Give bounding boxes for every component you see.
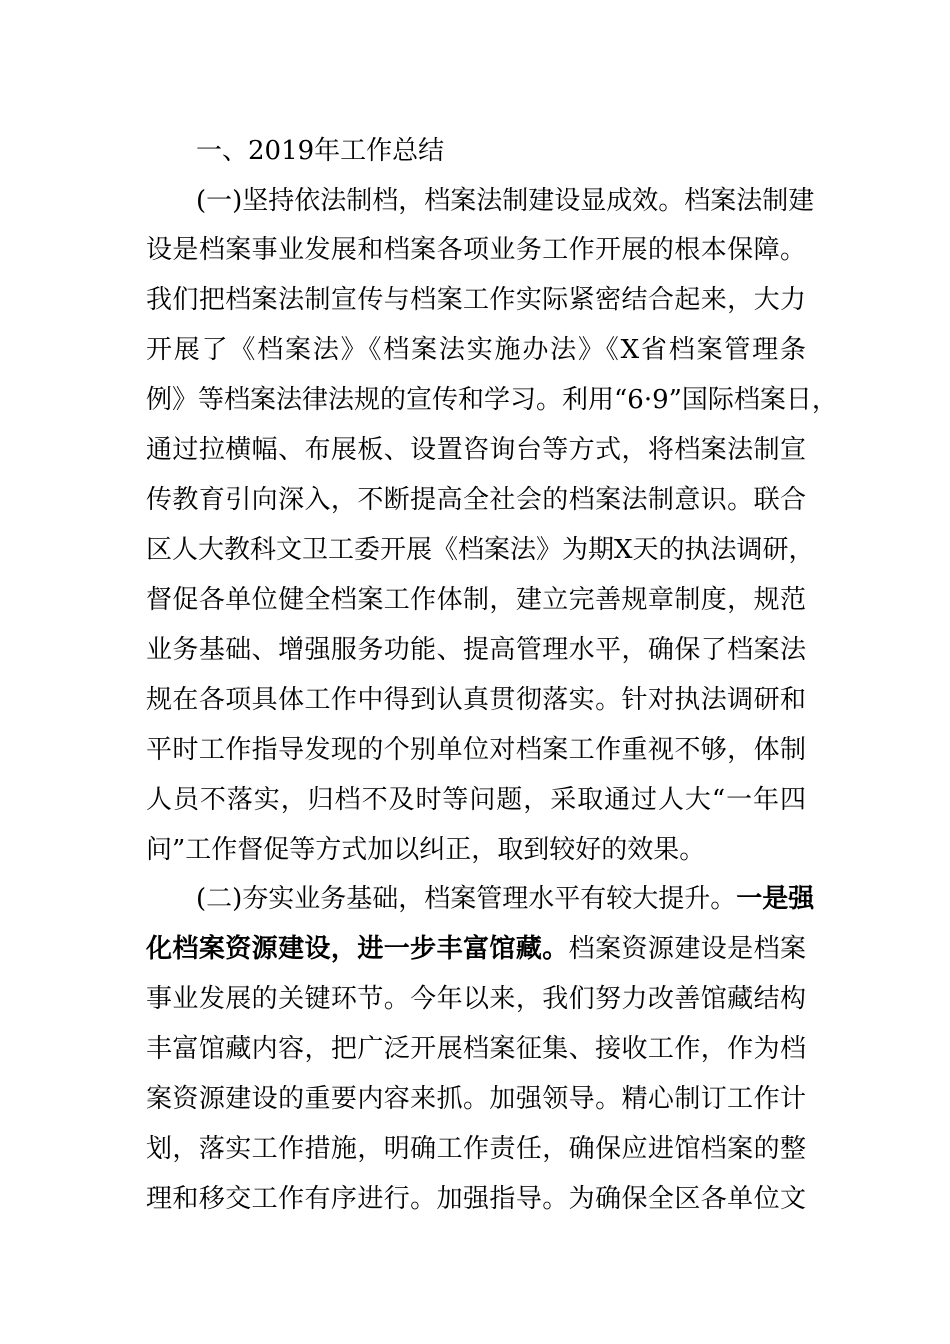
paragraph-1-line-7: 传教育引向深入，不断提高全社会的档案法制意识。联合 bbox=[146, 485, 806, 515]
paragraph-1-line-2: 设是档案事业发展和档案各项业务工作开展的根本保障。 bbox=[146, 235, 806, 265]
paragraph-1-line-6: 通过拉横幅、布展板、设置咨询台等方式，将档案法制宣 bbox=[146, 435, 806, 465]
paragraph-1-line-5: 例》等档案法律法规的宣传和学习。利用“6·9”国际档案日， bbox=[146, 385, 838, 415]
paragraph-1-line-1: (一)坚持依法制档，档案法制建设显成效。档案法制建 bbox=[196, 186, 815, 216]
paragraph-1-line-8: 区人大教科文卫工委开展《档案法》为期X天的执法调研， bbox=[146, 535, 815, 565]
paragraph-1-line-11: 规在各项具体工作中得到认真贯彻落实。针对执法调研和 bbox=[146, 685, 806, 715]
paragraph-1-line-10: 业务基础、增强服务功能、提高管理水平，确保了档案法 bbox=[146, 635, 806, 665]
paragraph-2-line-6: 划，落实工作措施，明确工作责任，确保应进馆档案的整 bbox=[146, 1134, 806, 1164]
paragraph-2-bold-topic: 化档案资源建设，进一步丰富馆藏。 bbox=[146, 934, 569, 964]
paragraph-1-line-9: 督促各单位健全档案工作体制，建立完善规章制度，规范 bbox=[146, 585, 806, 615]
paragraph-1-line-3: 我们把档案法制宣传与档案工作实际紧密结合起来，大力 bbox=[146, 285, 806, 315]
paragraph-1-line-12: 平时工作指导发现的个别单位对档案工作重视不够，体制 bbox=[146, 735, 806, 765]
paragraph-2-line-7: 理和移交工作有序进行。加强指导。为确保全区各单位文 bbox=[146, 1184, 806, 1214]
paragraph-2-line-5: 案资源建设的重要内容来抓。加强领导。精心制订工作计 bbox=[146, 1084, 806, 1114]
paragraph-1-line-14: 问”工作督促等方式加以纠正，取到较好的效果。 bbox=[146, 835, 706, 865]
paragraph-1-line-13: 人员不落实，归档不及时等问题，采取通过人大“一年四 bbox=[146, 785, 806, 815]
paragraph-2-line-4: 丰富馆藏内容，把广泛开展档案征集、接收工作，作为档 bbox=[146, 1034, 806, 1064]
paragraph-2-text: 档案资源建设是档案 bbox=[568, 934, 806, 964]
paragraph-2-line-3: 事业发展的关键环节。今年以来，我们努力改善馆藏结构 bbox=[146, 984, 806, 1014]
paragraph-1-line-4: 开展了《档案法》《档案法实施办法》《X省档案管理条 bbox=[146, 335, 806, 365]
paragraph-2-subheading: (二)夯实业务基础，档案管理水平有较大提升。 bbox=[196, 884, 737, 914]
paragraph-2-line-2 bbox=[146, 934, 806, 964]
paragraph-2-line-1 bbox=[196, 884, 815, 914]
section-heading: 一、2019年工作总结 bbox=[196, 136, 445, 166]
paragraph-2-bold-lead: 一是强 bbox=[736, 884, 815, 914]
